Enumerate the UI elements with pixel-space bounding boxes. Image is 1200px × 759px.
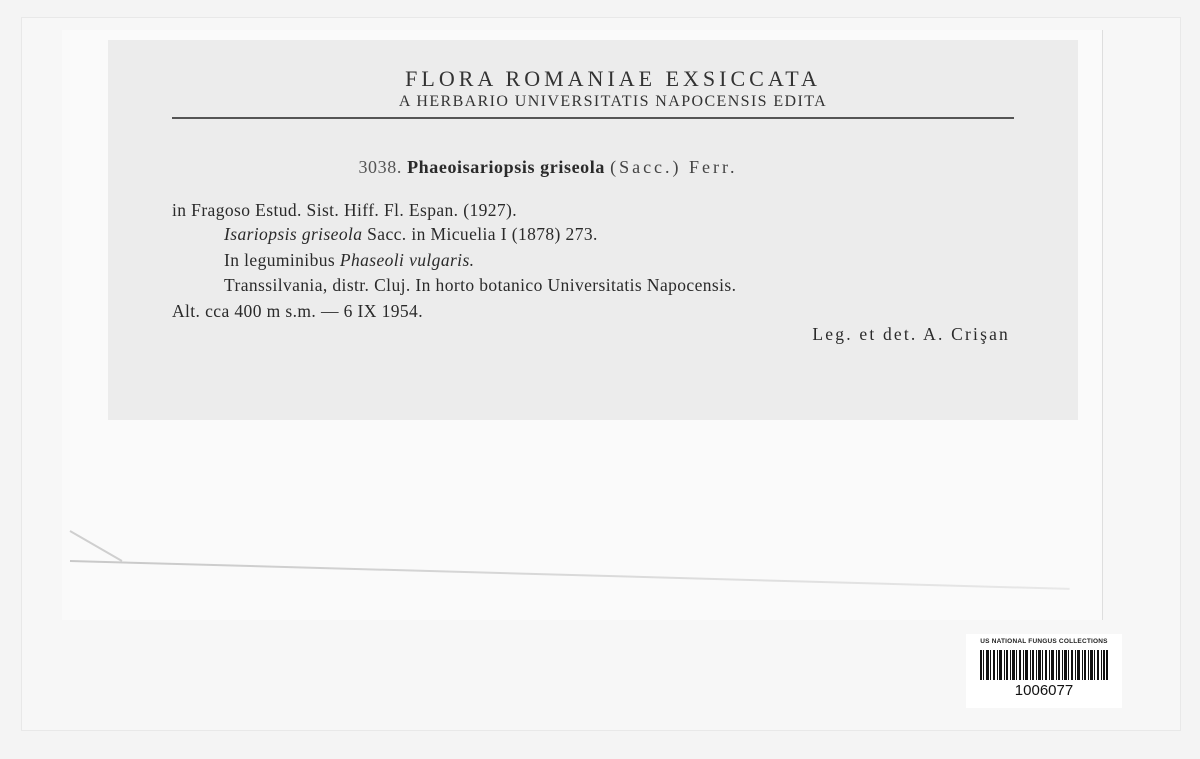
synonym-reference: Sacc. in Micuelia I (1878) 273. <box>367 224 598 244</box>
barcode-label <box>966 634 1122 708</box>
barcode-number: 1006077 <box>1014 682 1074 699</box>
barcode-icon <box>980 650 1108 680</box>
taxon-author: (Sacc.) Ferr. <box>610 157 738 177</box>
label-header-subtitle: A HERBARIO UNIVERSITATIS NAPOCENSIS EDITA <box>398 93 828 110</box>
synonym-name: Isariopsis griseola <box>224 224 363 244</box>
taxon-name: Phaeoisariopsis griseola <box>407 157 605 177</box>
header-rule <box>172 117 1014 119</box>
altitude-date-line: Alt. cca 400 m s.m. — 6 IX 1954. <box>172 301 423 321</box>
taxon-title <box>108 157 988 178</box>
host-name: Phaseoli vulgaris. <box>339 250 475 270</box>
specimen-label <box>108 40 1078 420</box>
host-prefix: In leguminibus <box>224 250 336 270</box>
barcode-institution: US NATIONAL FUNGUS COLLECTIONS <box>980 638 1108 645</box>
synonym-line <box>224 224 598 245</box>
exsiccata-number: 3038. <box>358 157 402 177</box>
label-header-title: FLORA ROMANIAE EXSICCATA <box>405 66 821 91</box>
locality-line: Transsilvania, distr. Cluj. In horto botanico Universitatis Napocensis. <box>224 275 737 295</box>
citation-line: in Fragoso Estud. Sist. Hiff. Fl. Espan. (1927). <box>172 200 518 220</box>
host-line <box>224 250 474 271</box>
collector-line: Leg. et det. A. Crişan <box>812 324 1010 344</box>
